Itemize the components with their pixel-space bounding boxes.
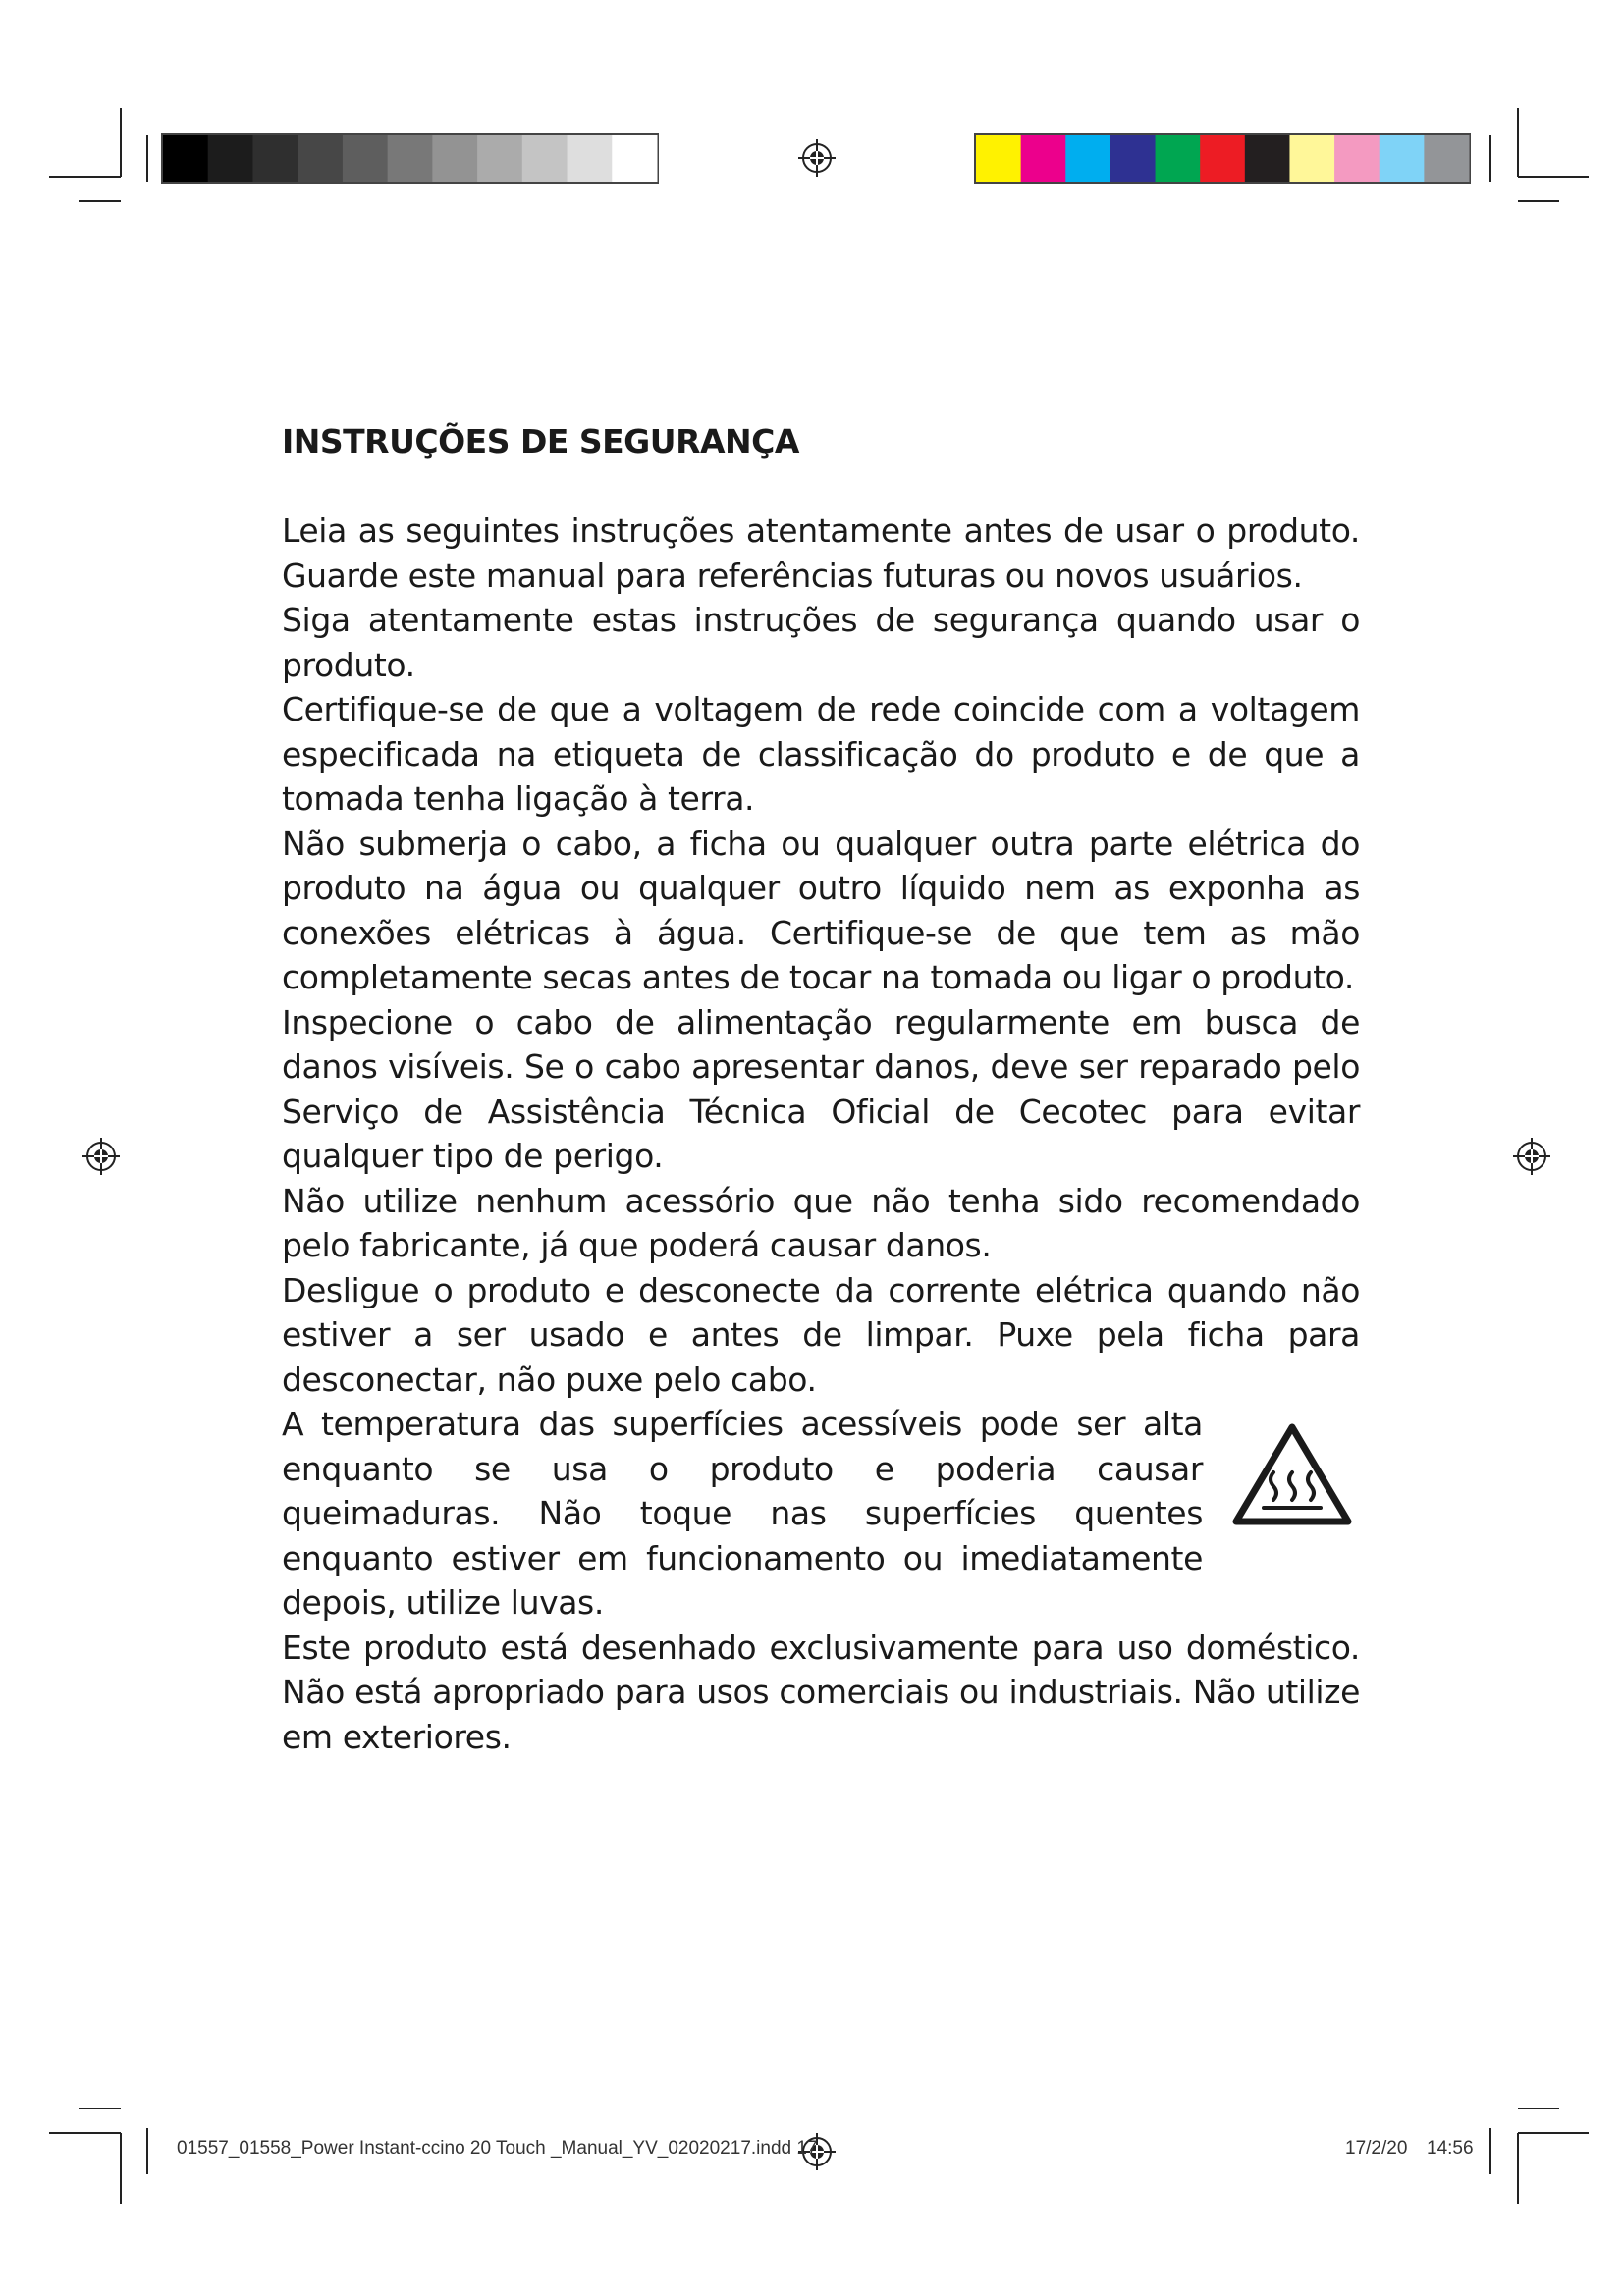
grayscale-swatch (612, 135, 657, 182)
paragraph-hot-surface: A temperatura das superfícies acessíveis pode ser alta enquanto se usa o produto e poderia causar queimaduras. Não toque nas superfícies quentes enquanto estiver em funcionamento ou imediatamente depois, utilize luvas. (282, 1405, 1203, 1622)
grayscale-swatch (522, 135, 568, 182)
grayscale-swatch (252, 135, 298, 182)
paragraph-read-instructions: Leia as seguintes instruções atentamente antes de usar o produto. Guarde este manual para referências futuras ou novos usuários. (282, 511, 1360, 595)
hot-surface-block (282, 1402, 1360, 1626)
color-swatch (1380, 135, 1425, 182)
grayscale-bar (162, 134, 658, 183)
color-swatch (1110, 135, 1156, 182)
footer-time: 14:56 (1427, 2138, 1474, 2159)
color-swatch (1156, 135, 1201, 182)
color-swatch (1245, 135, 1290, 182)
grayscale-swatch (163, 135, 208, 182)
paragraph-water: Não submerja o cabo, a ficha ou qualquer outra parte elétrica do produto na água ou qualquer outro líquido nem as exponha as conexões elétricas à água. Certifique-se de que tem as mão completamente secas antes de tocar na tomada ou ligar o produto. (282, 824, 1360, 996)
color-swatch (1021, 135, 1066, 182)
paragraph-accessories: Não utilize nenhum acessório que não tenha sido recomendado pelo fabricante, já que poderá causar danos. (282, 1181, 1360, 1264)
grayscale-swatch (432, 135, 477, 182)
footer-date: 17/2/20 (1345, 2138, 1408, 2159)
crop-marks-top-left (49, 108, 147, 201)
registration-mark-icon (1513, 1138, 1550, 1175)
grayscale-swatch (343, 135, 388, 182)
paragraph-disconnect: Desligue o produto e desconecte da corrente elétrica quando não estiver a ser usado e antes de limpar. Puxe pela ficha para desconectar, não puxe pelo cabo. (282, 1270, 1360, 1399)
page-title: INSTRUÇÕES DE SEGURANÇA (282, 422, 799, 460)
paragraph-domestic-use: Este produto está desenhado exclusivamente para uso doméstico. Não está apropriado para usos comerciais ou industriais. Não utilize em exteriores. (282, 1628, 1360, 1756)
grayscale-swatch (568, 135, 613, 182)
registration-mark-icon (798, 139, 836, 177)
color-swatch (1065, 135, 1110, 182)
color-swatch (1200, 135, 1245, 182)
registration-mark-icon (82, 1138, 120, 1175)
color-swatch (1289, 135, 1334, 182)
grayscale-swatch (477, 135, 522, 182)
grayscale-swatch (298, 135, 343, 182)
color-swatch (976, 135, 1021, 182)
crop-marks-bottom-right (1490, 2109, 1589, 2204)
instructions-body (282, 508, 1360, 1759)
crop-marks-bottom-left (49, 2109, 147, 2204)
color-swatch (1334, 135, 1380, 182)
hot-surface-warning-icon (1230, 1421, 1354, 1529)
footer-file-name: 01557_01558_Power Instant-ccino 20 Touch _Manual_YV_02020217.indd 17 (177, 2138, 818, 2159)
grayscale-swatch (388, 135, 433, 182)
paragraph-cable-inspection: Inspecione o cabo de alimentação regularmente em busca de danos visíveis. Se o cabo apresentar danos, deve ser reparado pelo Serviço de Assistência Técnica Oficial de Cecotec para evitar qualquer tipo de perigo. (282, 1002, 1360, 1175)
color-swatch (1424, 135, 1469, 182)
paragraph-voltage: Certifique-se de que a voltagem de rede coincide com a voltagem especificada na etiqueta de classificação do produto e de que a tomada tenha ligação à terra. (282, 690, 1360, 818)
paragraph-follow-instructions: Siga atentamente estas instruções de segurança quando usar o produto. (282, 601, 1360, 684)
color-bar (975, 134, 1470, 183)
crop-marks-top-right (1490, 108, 1589, 201)
grayscale-swatch (208, 135, 253, 182)
